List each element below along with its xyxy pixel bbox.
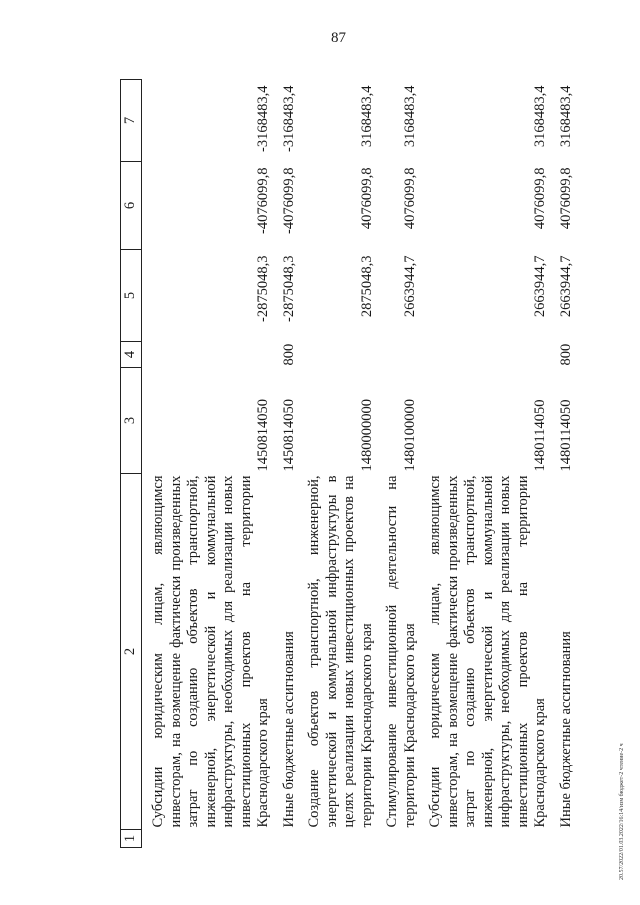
row-value-7: 3168483,4	[358, 85, 375, 148]
row-value-6: 4076099,8	[401, 167, 418, 230]
row-value-6: 4076099,8	[358, 167, 375, 230]
row-value-6: -4076099,8	[280, 167, 297, 234]
row-name: Субсидии юридическим лицам, являющимся инвесторам, на возмещение фактически произведенных затрат по созданию объектов транспортной, инженерной, энергетической и коммунальной инфраструктуры, необходимых для реализации новых инвестиционных проектов на территории Краснодарского края	[427, 475, 548, 828]
row-value-6: 4076099,8	[557, 167, 574, 230]
row-value-7: 3168483,4	[532, 85, 548, 148]
header-col-4: 4	[121, 342, 142, 368]
row-group: 800	[280, 343, 297, 366]
row-value-5: 2875048,3	[358, 255, 375, 318]
table-header-row	[121, 80, 142, 848]
row-name: Иные бюджетные ассигнования	[557, 631, 574, 828]
row-value-7: -3168483,4	[255, 85, 271, 152]
row-name: Стимулирование инвестиционной деятельности на территории Краснодарского края	[384, 475, 418, 828]
row-value-5: 2663944,7	[557, 255, 574, 318]
row-value-7: -3168483,4	[280, 85, 297, 152]
side-note: 20.57/2022/01.03.2022/16:14/изм бюджет-2 чтение-2 ч	[619, 743, 625, 880]
row-code: 1480114050	[557, 399, 574, 472]
row-group	[427, 342, 550, 368]
row-value-5: 2663944,7	[401, 255, 418, 318]
header-col-7: 7	[121, 80, 142, 162]
row-group	[306, 342, 376, 368]
table-row	[558, 80, 576, 848]
rotated-table-container	[120, 80, 600, 848]
table-row	[384, 80, 419, 848]
row-value-5: 2663944,7	[532, 255, 548, 318]
row-name: Субсидии юридическим лицам, являющимся инвесторам, на возмещение фактически произведенных затрат по созданию объектов транспортной, инженерной, энергетической и коммунальной инфраструктуры, необходимых для реализации новых инвестиционных проектов на территории Краснодарского края	[150, 475, 271, 828]
row-value-6: 4076099,8	[532, 167, 548, 230]
row-code: 1450814050	[280, 399, 297, 472]
row-value-5: -2875048,3	[280, 255, 297, 322]
row-group	[150, 342, 273, 368]
header-col-3: 3	[121, 368, 142, 474]
header-col-6: 6	[121, 162, 142, 250]
budget-table	[120, 79, 575, 848]
table-row	[150, 80, 273, 848]
row-name: Иные бюджетные ассигнования	[280, 631, 297, 828]
table-row	[306, 80, 376, 848]
header-col-5: 5	[121, 250, 142, 342]
page-number: 87	[331, 30, 346, 46]
header-col-2: 2	[121, 474, 142, 830]
row-name: Создание объектов транспортной, инженерной, энергетической и коммунальной инфраструктуры в целях реализации новых инвестиционных проектов на территории Краснодарского края	[306, 475, 375, 828]
row-group	[384, 342, 419, 368]
row-group: 800	[557, 343, 574, 366]
row-value-7: 3168483,4	[401, 85, 418, 148]
row-code: 1450814050	[255, 399, 271, 472]
row-code: 1480114050	[532, 399, 548, 472]
header-col-1: 1	[121, 830, 142, 848]
table-row	[427, 80, 550, 848]
row-code: 1480000000	[358, 399, 375, 472]
table-row	[281, 80, 299, 848]
row-code: 1480100000	[401, 399, 418, 472]
row-value-7: 3168483,4	[557, 85, 574, 148]
row-value-5: -2875048,3	[255, 255, 271, 322]
row-value-6: -4076099,8	[255, 167, 271, 234]
